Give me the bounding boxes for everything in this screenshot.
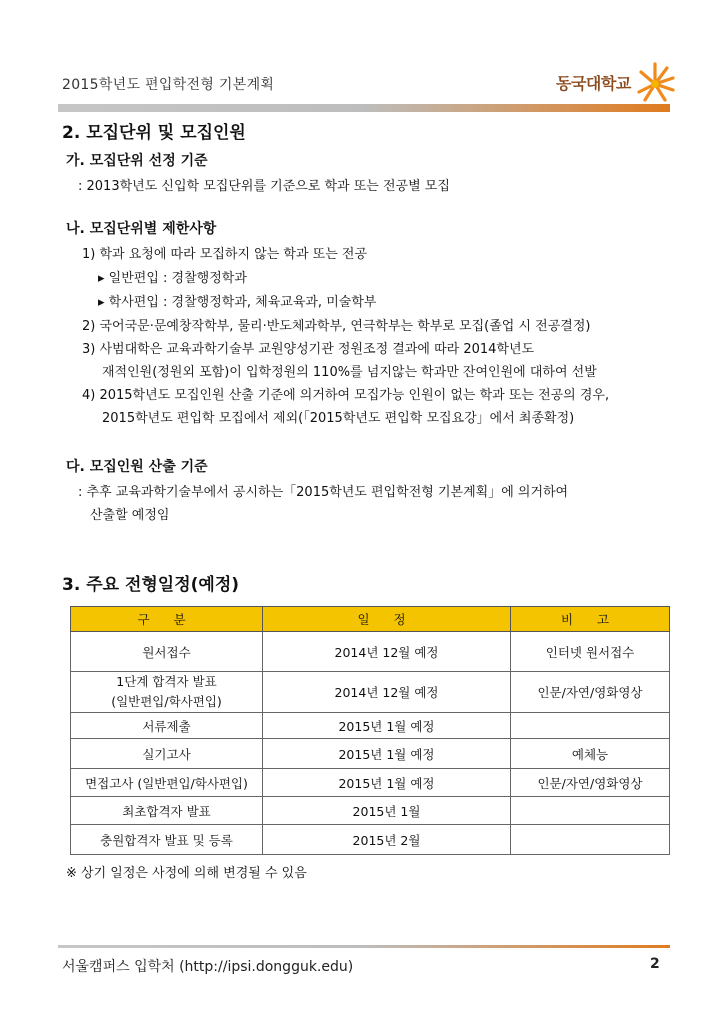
footer-office-url: 서울캠퍼스 입학처 (http://ipsi.dongguk.edu) <box>62 959 354 975</box>
schedule-header-row <box>71 607 670 632</box>
cell-note: 인문/자연/영화영상 <box>511 769 670 797</box>
cell-schedule: 2015년 1월 <box>263 797 511 825</box>
section-3-heading: 3. 주요 전형일정(예정) <box>62 575 240 595</box>
footer-divider <box>58 945 670 948</box>
cell-schedule: 2015년 1월 예정 <box>263 739 511 769</box>
schedule-table <box>70 606 670 855</box>
column-header-note: 비 고 <box>511 607 670 632</box>
column-header-schedule: 일 정 <box>263 607 511 632</box>
cell-note: 인터넷 원서접수 <box>511 632 670 672</box>
table-row <box>71 672 670 713</box>
cell-schedule: 2015년 2월 <box>263 825 511 855</box>
cell-category: 최초합격자 발표 <box>71 797 263 825</box>
cell-note <box>511 713 670 739</box>
cell-note <box>511 825 670 855</box>
restriction-item-4-cont: 2015학년도 편입학 모집에서 제외(「2015학년도 편입학 모집요강」에서 최종확정) <box>102 411 575 426</box>
cell-note <box>511 797 670 825</box>
restriction-item-1: 1) 학과 요청에 따라 모집하지 않는 학과 또는 전공 <box>82 247 368 262</box>
section-2b-heading: 나. 모집단위별 제한사항 <box>66 221 217 237</box>
header-divider <box>58 104 670 112</box>
section-2c-text-1: : 추후 교육과학기술부에서 공시하는「2015학년도 편입학전형 기본계획」에 의거하여 <box>78 485 569 500</box>
document-header-title: 2015학년도 편입학전형 기본계획 <box>62 77 275 93</box>
cell-category-line-1: 1단계 합격자 발표 <box>116 674 217 689</box>
page-number: 2 <box>650 956 660 972</box>
cell-schedule: 2014년 12월 예정 <box>263 632 511 672</box>
sunburst-logo-icon <box>633 60 677 104</box>
cell-category: 면접고사 (일반편입/학사편입) <box>71 769 263 797</box>
section-2c-text-2: 산출할 예정임 <box>90 508 170 523</box>
section-2a-heading: 가. 모집단위 선정 기준 <box>66 153 208 169</box>
table-row <box>71 713 670 739</box>
cell-category: 실기고사 <box>71 739 263 769</box>
cell-schedule: 2015년 1월 예정 <box>263 769 511 797</box>
cell-schedule: 2015년 1월 예정 <box>263 713 511 739</box>
cell-schedule: 2014년 12월 예정 <box>263 672 511 713</box>
restriction-bullet-2: ▸ 학사편입 : 경찰행정학과, 체육교육과, 미술학부 <box>98 295 377 310</box>
cell-note: 예체능 <box>511 739 670 769</box>
cell-category: 서류제출 <box>71 713 263 739</box>
restriction-item-2: 2) 국어국문·문예창작학부, 물리·반도체과학부, 연극학부는 학부로 모집(졸업 시 전공결정) <box>82 319 591 334</box>
restriction-item-3: 3) 사범대학은 교육과학기술부 교원양성기관 정원조정 결과에 따라 2014학년도 <box>82 342 535 357</box>
table-row <box>71 739 670 769</box>
cell-category <box>71 672 263 713</box>
schedule-footnote: ※ 상기 일정은 사정에 의해 변경될 수 있음 <box>66 866 307 881</box>
table-row <box>71 797 670 825</box>
cell-category-line-2: (일반편입/학사편입) <box>111 694 222 709</box>
restriction-item-4: 4) 2015학년도 모집인원 산출 기준에 의거하여 모집가능 인원이 없는 학과 또는 전공의 경우, <box>82 388 610 403</box>
column-header-category: 구 분 <box>71 607 263 632</box>
restriction-bullet-1: ▸ 일반편입 : 경찰행정학과 <box>98 271 247 286</box>
university-logo <box>556 60 677 104</box>
section-2-heading: 2. 모집단위 및 모집인원 <box>62 123 246 143</box>
logo-text: 동국대학교 <box>556 73 631 93</box>
table-row <box>71 632 670 672</box>
section-2c-heading: 다. 모집인원 산출 기준 <box>66 459 208 475</box>
restriction-item-3-cont: 재적인원(정원외 포함)이 입학정원의 110%를 넘지않는 학과만 잔여인원에 대하여 선발 <box>102 365 597 380</box>
section-2a-text: : 2013학년도 신입학 모집단위를 기준으로 학과 또는 전공별 모집 <box>78 179 450 194</box>
table-row <box>71 769 670 797</box>
cell-category: 원서접수 <box>71 632 263 672</box>
cell-note: 인문/자연/영화영상 <box>511 672 670 713</box>
cell-category: 충원합격자 발표 및 등록 <box>71 825 263 855</box>
table-row <box>71 825 670 855</box>
